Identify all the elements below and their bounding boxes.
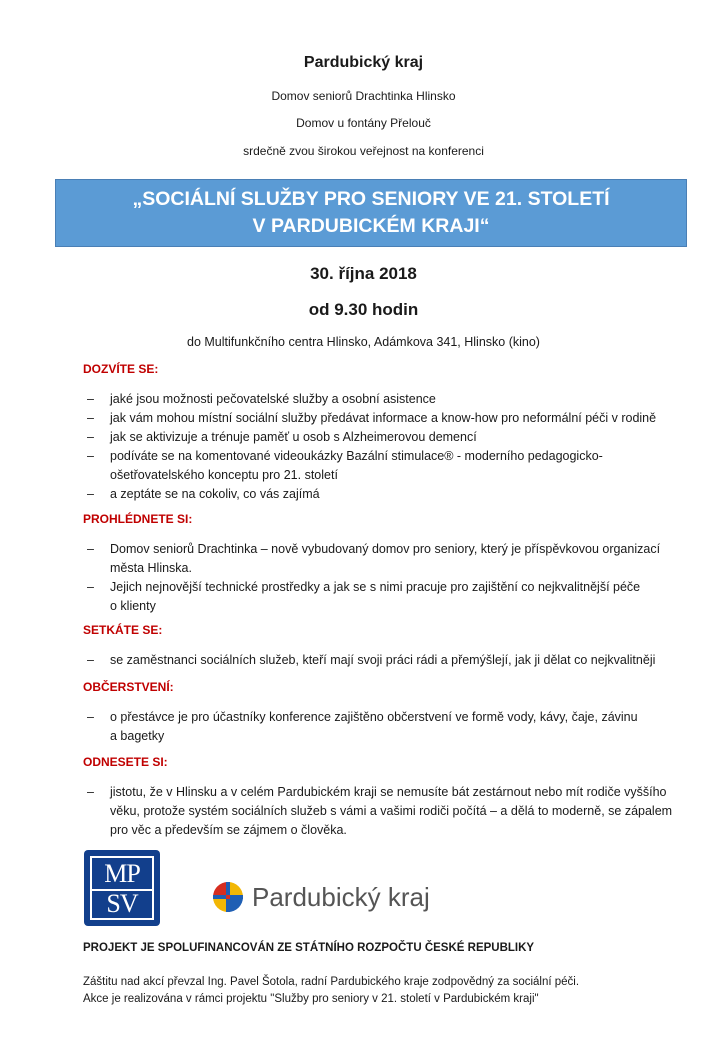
project-note: Akce je realizována v rámci projektu "Služby pro seniory v 21. století v Pardubickém kraji": [83, 993, 539, 1005]
list-item: – jaké jsou možnosti pečovatelské služby a osobní asistence: [87, 392, 436, 406]
section-setkate-se: [83, 623, 683, 670]
section-list: [83, 708, 683, 746]
list-item: – o přestávce je pro účastníky konference zajištěno občerstvení ve formě vody, kávy, čaje, závinu a bagetky: [87, 710, 638, 743]
pardubicky-kraj-emblem-icon: [212, 881, 244, 913]
conference-title-line1: „SOCIÁLNÍ SLUŽBY PRO SENIORY VE 21. STOLETÍ: [132, 188, 610, 210]
patronage-note: Záštitu nad akcí převzal Ing. Pavel Šotola, radní Pardubického kraje zodpovědný za sociální péči.: [83, 976, 580, 988]
section-heading: ODNESETE SI:: [83, 755, 168, 769]
section-list: [83, 651, 683, 670]
section-list: [83, 783, 683, 840]
section-odnesete-si: [83, 755, 683, 840]
event-venue: do Multifunkčního centra Hlinsko, Adámkova 341, Hlinsko (kino): [187, 335, 540, 349]
list-item: – Jejich nejnovější technické prostředky a jak se s nimi pracuje pro zajištění co nejkvalitnější péče o klienty: [87, 580, 641, 613]
section-dozvite-se: [83, 362, 683, 504]
list-item: – podíváte se na komentované videoukázky Bazální stimulace® - moderního pedagogicko-ošetřovatelského konceptu pro 21. století: [87, 449, 603, 482]
invitation-text: srdečně zvou širokou veřejnost na konferenci: [243, 144, 484, 158]
section-heading: PROHLÉDNETE SI:: [83, 512, 193, 526]
mpsv-logo-bottom: SV: [106, 889, 138, 918]
organizer-drachtinka: Domov seniorů Drachtinka Hlinsko: [271, 89, 456, 103]
organizer-fontana: Domov u fontány Přelouč: [296, 116, 431, 130]
section-list: [83, 390, 683, 504]
organization-title: Pardubický kraj: [303, 54, 424, 71]
list-item: – jistotu, že v Hlinsku a v celém Pardubickém kraji se nemusíte bát zestárnout nebo mít rodiče vyššího věku, protože systém sociálních služeb s vámi a vašimi rodiči počítá – a dělá to moderně, se zápalem pro věc a především se zájmem o člověka.: [87, 785, 673, 837]
conference-title-banner: [55, 179, 687, 247]
list-item: – Domov seniorů Drachtinka – nově vybudovaný domov pro seniory, který je příspěvkovou organizací města Hlinska.: [87, 542, 661, 575]
mpsv-logo: [84, 850, 160, 926]
event-date: 30. října 2018: [310, 264, 417, 283]
pardubicky-kraj-logo-text: Pardubický kraj: [252, 882, 430, 912]
list-item: – a zeptáte se na cokoliv, co vás zajímá: [87, 487, 320, 501]
conference-title-line2: V PARDUBICKÉM KRAJI“: [252, 215, 490, 237]
mpsv-logo-top: MP: [104, 859, 140, 888]
mpsv-logo-frame: [90, 856, 154, 920]
list-item: – se zaměstnanci sociálních služeb, kteří mají svoji práci rádi a přemýšlejí, jak ji dělat co nejkvalitněji: [87, 653, 656, 667]
section-list: [83, 540, 683, 616]
event-time: od 9.30 hodin: [308, 300, 419, 319]
section-heading: DOZVÍTE SE:: [83, 362, 159, 376]
funding-statement: PROJEKT JE SPOLUFINANCOVÁN ZE STÁTNÍHO ROZPOČTU ČESKÉ REPUBLIKY: [83, 942, 535, 954]
section-prohlednete-si: [83, 512, 683, 616]
section-obcerstveni: [83, 680, 683, 746]
list-item: – jak se aktivizuje a trénuje paměť u osob s Alzheimerovou demencí: [87, 430, 477, 444]
list-item: – jak vám mohou místní sociální služby předávat informace a know-how pro neformální péči v rodině: [87, 411, 657, 425]
section-heading: SETKÁTE SE:: [83, 623, 163, 637]
section-heading: OBČERSTVENÍ:: [83, 680, 174, 694]
